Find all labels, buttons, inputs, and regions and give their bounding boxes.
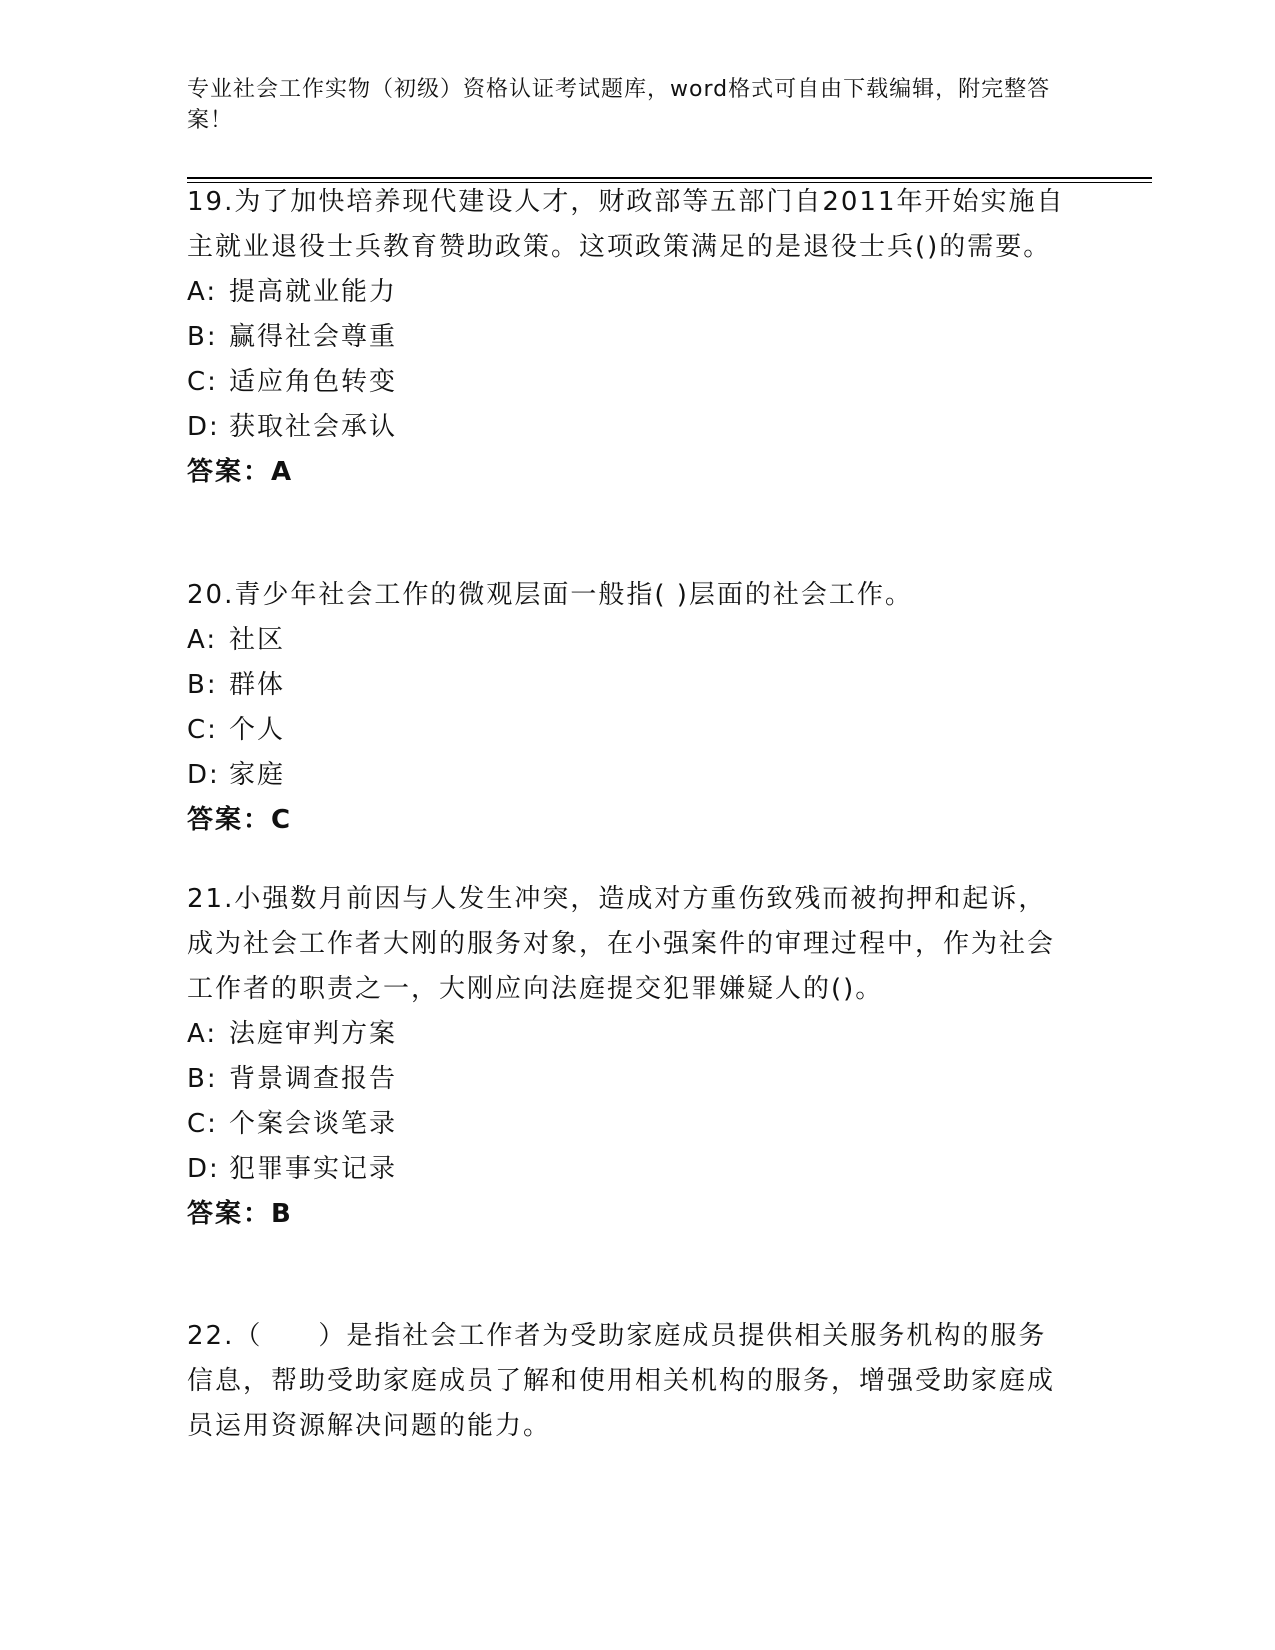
header-divider-thick (187, 177, 1152, 179)
answer-label: 答案： (187, 1199, 272, 1229)
answer-line (187, 1192, 1067, 1237)
question-stem: 21.小强数月前因与人发生冲突，造成对方重伤致残而被拘押和起诉，成为社会工作者大刚的服务对象，在小强案件的审理过程中，作为社会工作者的职责之一，大刚应向法庭提交犯罪嫌疑人的()。 (187, 884, 1056, 1004)
option-c (187, 708, 1067, 753)
answer-value: C (271, 805, 293, 835)
option-d (187, 1147, 1067, 1192)
header-text: 专业社会工作实物（初级）资格认证考试题库，word格式可自由下载编辑，附完整答案！ (187, 77, 1051, 133)
question-22 (187, 1314, 1067, 1449)
option-text: 个案会谈笔录 (229, 1109, 398, 1139)
answer-value: A (271, 457, 294, 487)
option-letter: B: (187, 1064, 218, 1094)
option-c (187, 360, 1067, 405)
option-text: 社区 (229, 625, 286, 655)
option-letter: C: (187, 715, 218, 745)
option-text: 法庭审判方案 (229, 1019, 398, 1049)
option-letter: A: (187, 625, 218, 655)
answer-line (187, 798, 1067, 843)
answer-line (187, 450, 1067, 495)
option-text: 家庭 (229, 760, 286, 790)
option-text: 背景调查报告 (229, 1064, 398, 1094)
option-text: 适应角色转变 (229, 367, 398, 397)
option-text: 获取社会承认 (229, 412, 398, 442)
document-header (187, 74, 1067, 136)
option-letter: C: (187, 367, 218, 397)
option-d (187, 753, 1067, 798)
option-b (187, 315, 1067, 360)
option-text: 群体 (229, 670, 286, 700)
option-c (187, 1102, 1067, 1147)
option-letter: A: (187, 1019, 218, 1049)
option-letter: C: (187, 1109, 218, 1139)
option-b (187, 1057, 1067, 1102)
option-text: 个人 (229, 715, 286, 745)
option-letter: D: (187, 412, 220, 442)
question-21 (187, 877, 1067, 1237)
question-stem: 20.青少年社会工作的微观层面一般指( )层面的社会工作。 (187, 580, 913, 610)
option-a (187, 270, 1067, 315)
question-20 (187, 573, 1067, 843)
option-letter: B: (187, 322, 218, 352)
option-letter: D: (187, 1154, 220, 1184)
option-text: 提高就业能力 (229, 277, 398, 307)
question-stem: 19.为了加快培养现代建设人才，财政部等五部门自2011年开始实施自主就业退役士兵教育赞助政策。这项政策满足的是退役士兵()的需要。 (187, 187, 1065, 262)
answer-label: 答案： (187, 805, 272, 835)
option-b (187, 663, 1067, 708)
option-d (187, 405, 1067, 450)
question-19 (187, 180, 1067, 495)
option-letter: B: (187, 670, 218, 700)
option-letter: D: (187, 760, 220, 790)
question-stem: 22.（ ）是指社会工作者为受助家庭成员提供相关服务机构的服务信息，帮助受助家庭成员了解和使用相关机构的服务，增强受助家庭成员运用资源解决问题的能力。 (187, 1321, 1056, 1441)
option-letter: A: (187, 277, 218, 307)
answer-label: 答案： (187, 457, 272, 487)
option-text: 赢得社会尊重 (229, 322, 398, 352)
option-a (187, 618, 1067, 663)
answer-value: B (271, 1199, 293, 1229)
option-text: 犯罪事实记录 (229, 1154, 398, 1184)
option-a (187, 1012, 1067, 1057)
